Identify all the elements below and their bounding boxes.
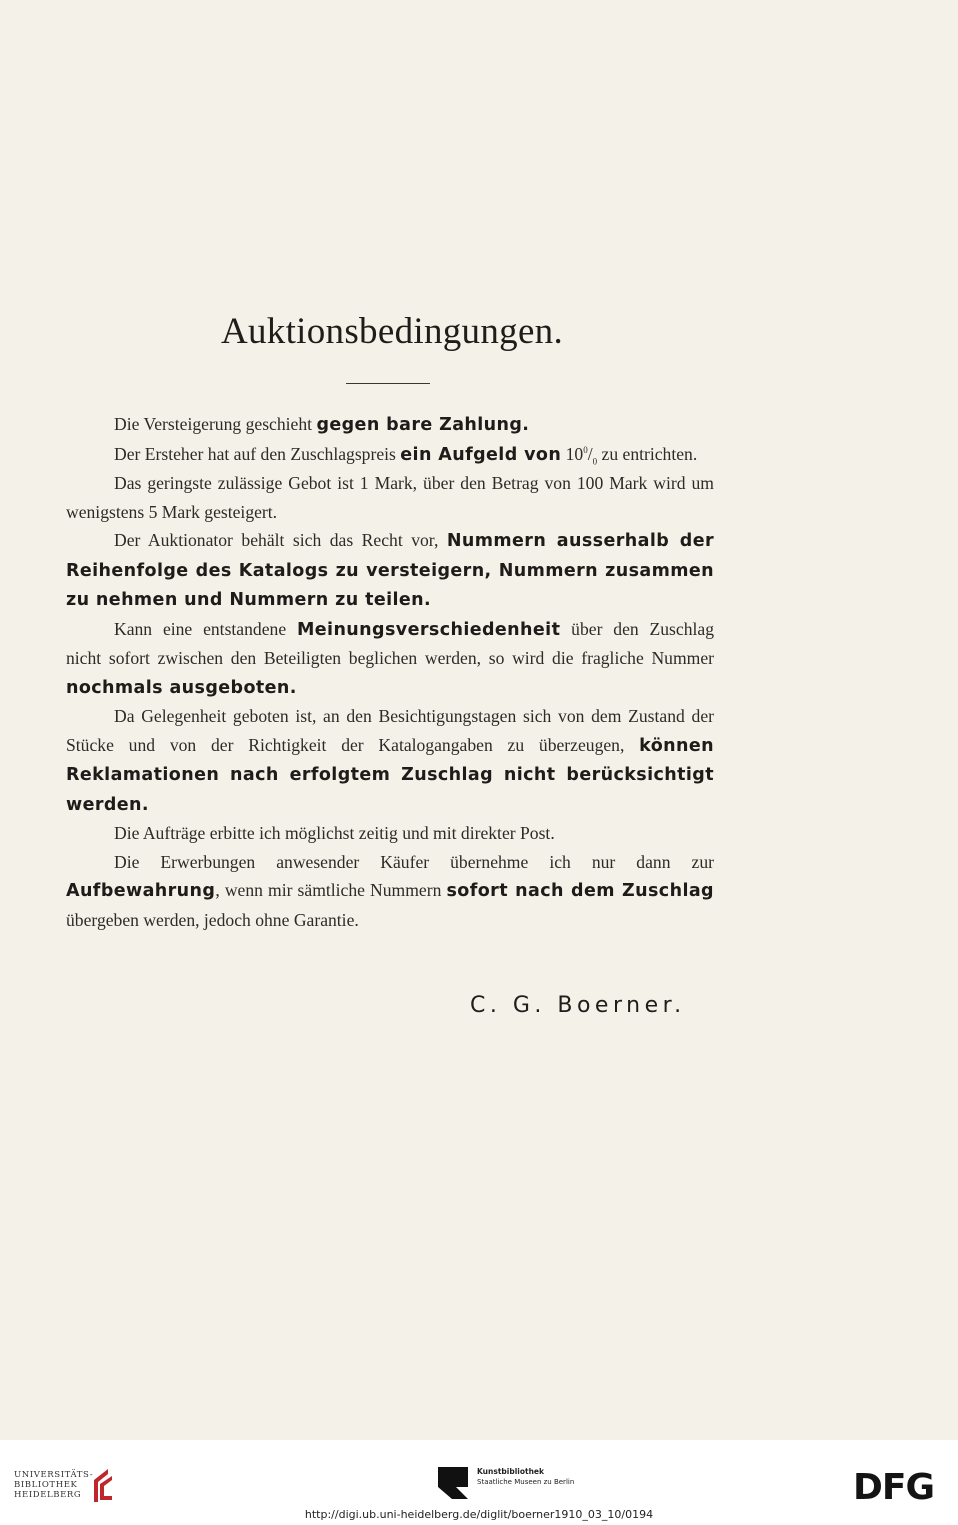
percent-slash: / (587, 443, 593, 464)
kunstbibliothek-subtitle: Staatliche Museen zu Berlin (477, 1478, 575, 1486)
paragraph-orders (66, 819, 714, 848)
percent-sub: 0 (592, 456, 598, 467)
paragraph-complaints (66, 702, 714, 819)
logo-line: HEIDELBERG (14, 1490, 82, 1500)
text-run: Da Gelegenheit geboten ist, an den Besichtigungstagen sich von dem Zustand der Stücke und von der Richtigkeit der Katalogangaben zu überzeugen, (66, 706, 714, 755)
emphasis-run: ein Aufgeld von (400, 444, 562, 465)
paragraph-payment (66, 410, 714, 440)
university-library-logo[interactable] (14, 1470, 93, 1500)
logo-line: UNIVERSITÄTS- (14, 1470, 94, 1480)
permalink-url[interactable]: http://digi.ub.uni-heidelberg.de/diglit/boerner1910_03_10/0194 (304, 1508, 654, 1521)
emphasis-run: können Reklamationen nach erfolgtem Zuschlag nicht berücksichtigt werden. (66, 735, 714, 815)
text-run: Die Aufträge erbitte ich möglichst zeitig und mit direkter Post. (114, 823, 555, 843)
emphasis-run: gegen bare Zahlung. (316, 415, 530, 435)
text-run: über den Zuschlag nicht sofort zwischen den Beteiligten beglichen werden, so wird die fragliche Nummer (66, 618, 714, 668)
emphasis-run: Nummern ausserhalb der Reihenfolge des Katalogs zu versteigern, Nummern zusammen zu nehmen und Nummern zu teilen. (66, 531, 714, 610)
percent-sup: 0 (583, 444, 588, 455)
emphasis-run: Aufbewahrung (66, 881, 216, 901)
text-run: , wenn mir sämtliche Nummern (215, 880, 447, 900)
ub-emblem-icon (86, 1466, 116, 1506)
title-divider (346, 383, 430, 384)
emphasis-run: nochmals ausgeboten. (66, 677, 297, 698)
text-run: Kann eine entstandene (114, 618, 297, 639)
kunstbibliothek-logo-icon[interactable] (438, 1467, 470, 1501)
paragraph-disputes (66, 615, 714, 703)
conditions-text (66, 410, 714, 934)
page-title: Auktionsbedingungen. (220, 311, 564, 352)
text-run: Die Erwerbungen anwesender Käufer übernehme ich nur dann zur (114, 851, 714, 872)
text-run: Das geringste zulässige Gebot ist 1 Mark, über den Betrag von 100 Mark wird um wenigstens 5 Mark gesteigert. (66, 473, 714, 522)
logo-line: BIBLIOTHEK (14, 1480, 78, 1490)
paragraph-minimum-bid (66, 469, 714, 526)
paragraph-auctioneer-rights (66, 526, 714, 615)
text-run: Der Ersteher hat auf den Zuschlagspreis (114, 443, 401, 464)
emphasis-run: sofort nach dem Zuschlag (446, 881, 714, 901)
paragraph-storage (66, 848, 714, 935)
text-run: zu entrichten. (597, 443, 698, 464)
dfg-logo[interactable]: DFG (853, 1467, 935, 1508)
percent-value: 10 (565, 443, 584, 464)
kunstbibliothek-label[interactable] (477, 1467, 574, 1487)
text-run: Der Auktionator behält sich das Recht vor, (114, 530, 447, 550)
text-run: Die Versteigerung geschieht (114, 414, 317, 434)
emphasis-run: Meinungsverschiedenheit (296, 619, 561, 640)
signature: C. G. Boerner. (470, 993, 686, 1018)
kunstbibliothek-name: Kunstbibliothek (477, 1467, 545, 1476)
text-run: übergeben werden, jedoch ohne Garantie. (66, 909, 359, 930)
paragraph-premium (66, 440, 714, 470)
